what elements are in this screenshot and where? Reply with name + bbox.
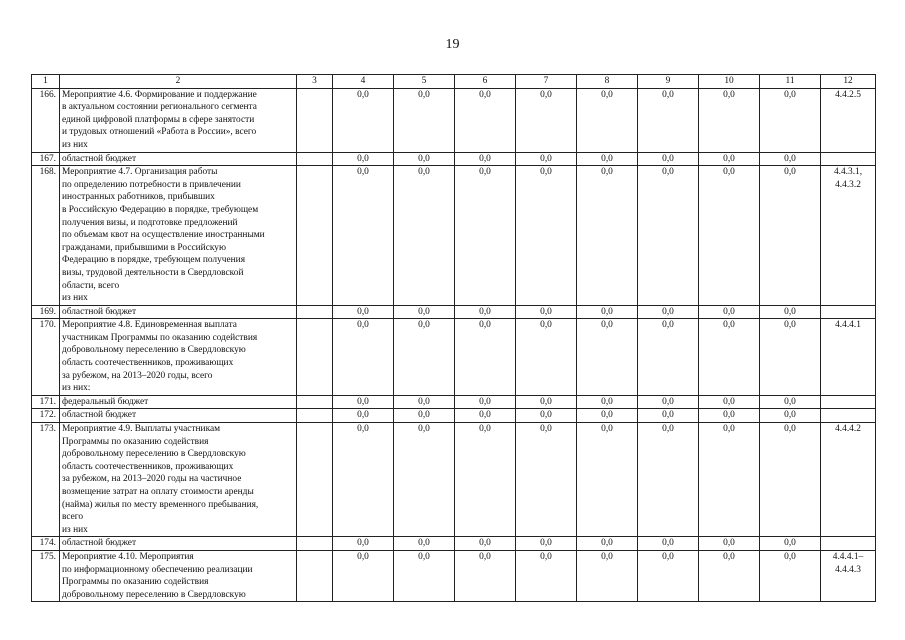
row-number-cell: 166. <box>32 88 60 152</box>
value-cell: 0,0 <box>333 395 394 409</box>
value-cell: 0,0 <box>455 319 516 396</box>
page-number: 19 <box>445 37 460 52</box>
value-cell: 0,0 <box>638 88 699 152</box>
value-cell: 0,0 <box>394 152 455 166</box>
column-header: 10 <box>699 75 760 89</box>
value-cell: 0,0 <box>699 152 760 166</box>
description-cell: областной бюджет <box>60 409 297 423</box>
value-cell: 0,0 <box>516 395 577 409</box>
column-header: 9 <box>638 75 699 89</box>
value-cell: 0,0 <box>638 166 699 306</box>
value-cell: 0,0 <box>638 409 699 423</box>
row-number-cell: 170. <box>32 319 60 396</box>
description-cell: федеральный бюджет <box>60 395 297 409</box>
value-cell: 0,0 <box>760 166 821 306</box>
value-cell: 0,0 <box>516 88 577 152</box>
value-cell: 0,0 <box>394 166 455 306</box>
value-cell: 0,0 <box>638 305 699 319</box>
reference-cell: 4.4.4.2 <box>821 423 876 537</box>
value-cell: 0,0 <box>333 166 394 306</box>
value-cell: 0,0 <box>333 423 394 537</box>
value-cell: 0,0 <box>577 319 638 396</box>
value-cell: 0,0 <box>394 550 455 601</box>
value-cell: 0,0 <box>455 409 516 423</box>
row-number-cell: 175. <box>32 550 60 601</box>
reference-cell <box>821 409 876 423</box>
description-cell: Мероприятие 4.10. Мероприятия по информационному обеспечению реализации Программы по оказанию содействия добровольному переселению в Свердловскую <box>60 550 297 601</box>
table-row <box>32 537 876 551</box>
description-cell: Мероприятие 4.7. Организация работы по определению потребности в привлечении иностранных работников, прибывших в Российскую Федерацию в порядке, требующем получения визы, и подготовке предложений по объемам квот на осуществление иностранными гражданами, прибывшими в Российскую Федерацию в порядке, требующем получения визы, трудовой деятельности в Свердловской области, всего из них <box>60 166 297 306</box>
column-3-cell <box>297 152 333 166</box>
value-cell: 0,0 <box>333 319 394 396</box>
reference-cell <box>821 305 876 319</box>
reference-cell: 4.4.2.5 <box>821 88 876 152</box>
row-number-cell: 171. <box>32 395 60 409</box>
value-cell: 0,0 <box>760 88 821 152</box>
table-row <box>32 166 876 306</box>
value-cell: 0,0 <box>760 537 821 551</box>
value-cell: 0,0 <box>760 152 821 166</box>
value-cell: 0,0 <box>699 319 760 396</box>
value-cell: 0,0 <box>394 88 455 152</box>
reference-cell: 4.4.4.1 <box>821 319 876 396</box>
value-cell: 0,0 <box>638 423 699 537</box>
table-row <box>32 395 876 409</box>
column-header: 2 <box>60 75 297 89</box>
value-cell: 0,0 <box>394 305 455 319</box>
row-number-cell: 169. <box>32 305 60 319</box>
value-cell: 0,0 <box>577 395 638 409</box>
column-header: 7 <box>516 75 577 89</box>
value-cell: 0,0 <box>516 166 577 306</box>
reference-cell <box>821 537 876 551</box>
value-cell: 0,0 <box>516 152 577 166</box>
reference-cell: 4.4.4.1– 4.4.4.3 <box>821 550 876 601</box>
table-row <box>32 305 876 319</box>
value-cell: 0,0 <box>577 305 638 319</box>
column-3-cell <box>297 550 333 601</box>
value-cell: 0,0 <box>577 88 638 152</box>
value-cell: 0,0 <box>394 319 455 396</box>
value-cell: 0,0 <box>455 537 516 551</box>
value-cell: 0,0 <box>394 423 455 537</box>
value-cell: 0,0 <box>699 166 760 306</box>
value-cell: 0,0 <box>516 550 577 601</box>
column-header: 4 <box>333 75 394 89</box>
column-3-cell <box>297 423 333 537</box>
value-cell: 0,0 <box>516 305 577 319</box>
value-cell: 0,0 <box>577 409 638 423</box>
row-number-cell: 174. <box>32 537 60 551</box>
column-3-cell <box>297 537 333 551</box>
value-cell: 0,0 <box>394 395 455 409</box>
value-cell: 0,0 <box>699 409 760 423</box>
table-row <box>32 319 876 396</box>
value-cell: 0,0 <box>394 409 455 423</box>
value-cell: 0,0 <box>333 550 394 601</box>
value-cell: 0,0 <box>333 152 394 166</box>
value-cell: 0,0 <box>333 409 394 423</box>
value-cell: 0,0 <box>455 423 516 537</box>
row-number-cell: 173. <box>32 423 60 537</box>
column-header: 3 <box>297 75 333 89</box>
column-3-cell <box>297 319 333 396</box>
value-cell: 0,0 <box>333 88 394 152</box>
value-cell: 0,0 <box>638 319 699 396</box>
reference-cell <box>821 152 876 166</box>
column-3-cell <box>297 409 333 423</box>
value-cell: 0,0 <box>699 88 760 152</box>
description-cell: Мероприятие 4.8. Единовременная выплата участникам Программы по оказанию содействия добровольному переселению в Свердловскую область соотечественников, проживающих за рубежом, на 2013–2020 годы, всего из них: <box>60 319 297 396</box>
row-number-cell: 172. <box>32 409 60 423</box>
column-header: 8 <box>577 75 638 89</box>
description-cell: областной бюджет <box>60 305 297 319</box>
value-cell: 0,0 <box>577 550 638 601</box>
data-table <box>31 74 876 602</box>
column-header: 1 <box>32 75 60 89</box>
value-cell: 0,0 <box>455 166 516 306</box>
column-header: 6 <box>455 75 516 89</box>
value-cell: 0,0 <box>699 423 760 537</box>
value-cell: 0,0 <box>516 409 577 423</box>
reference-cell: 4.4.3.1, 4.4.3.2 <box>821 166 876 306</box>
table-row <box>32 88 876 152</box>
value-cell: 0,0 <box>638 152 699 166</box>
description-cell: областной бюджет <box>60 152 297 166</box>
value-cell: 0,0 <box>638 395 699 409</box>
value-cell: 0,0 <box>760 550 821 601</box>
value-cell: 0,0 <box>577 152 638 166</box>
value-cell: 0,0 <box>516 423 577 537</box>
value-cell: 0,0 <box>760 423 821 537</box>
value-cell: 0,0 <box>638 537 699 551</box>
value-cell: 0,0 <box>577 537 638 551</box>
column-3-cell <box>297 395 333 409</box>
value-cell: 0,0 <box>455 550 516 601</box>
description-cell: Мероприятие 4.6. Формирование и поддержание в актуальном состоянии регионального сегмента единой цифровой платформы в сфере занятости и трудовых отношений «Работа в России», всего из них <box>60 88 297 152</box>
table-row <box>32 550 876 601</box>
value-cell: 0,0 <box>577 166 638 306</box>
value-cell: 0,0 <box>455 152 516 166</box>
table-row <box>32 423 876 537</box>
value-cell: 0,0 <box>699 537 760 551</box>
value-cell: 0,0 <box>394 537 455 551</box>
column-header: 12 <box>821 75 876 89</box>
value-cell: 0,0 <box>333 537 394 551</box>
column-3-cell <box>297 88 333 152</box>
row-number-cell: 168. <box>32 166 60 306</box>
value-cell: 0,0 <box>516 319 577 396</box>
value-cell: 0,0 <box>699 395 760 409</box>
value-cell: 0,0 <box>760 395 821 409</box>
value-cell: 0,0 <box>516 537 577 551</box>
value-cell: 0,0 <box>760 319 821 396</box>
header-row <box>32 75 876 89</box>
column-3-cell <box>297 305 333 319</box>
value-cell: 0,0 <box>760 409 821 423</box>
value-cell: 0,0 <box>455 88 516 152</box>
value-cell: 0,0 <box>699 305 760 319</box>
column-header: 11 <box>760 75 821 89</box>
description-cell: Мероприятие 4.9. Выплаты участникам Программы по оказанию содействия добровольному переселению в Свердловскую область соотечественников, проживающих за рубежом, на 2013–2020 годы на частичное возмещение затрат на оплату стоимости аренды (найма) жилья по месту временного пребывания, всего из них <box>60 423 297 537</box>
value-cell: 0,0 <box>455 395 516 409</box>
table-row <box>32 409 876 423</box>
row-number-cell: 167. <box>32 152 60 166</box>
value-cell: 0,0 <box>333 305 394 319</box>
value-cell: 0,0 <box>638 550 699 601</box>
value-cell: 0,0 <box>699 550 760 601</box>
description-cell: областной бюджет <box>60 537 297 551</box>
table-row <box>32 152 876 166</box>
value-cell: 0,0 <box>760 305 821 319</box>
column-3-cell <box>297 166 333 306</box>
reference-cell <box>821 395 876 409</box>
column-header: 5 <box>394 75 455 89</box>
value-cell: 0,0 <box>455 305 516 319</box>
value-cell: 0,0 <box>577 423 638 537</box>
